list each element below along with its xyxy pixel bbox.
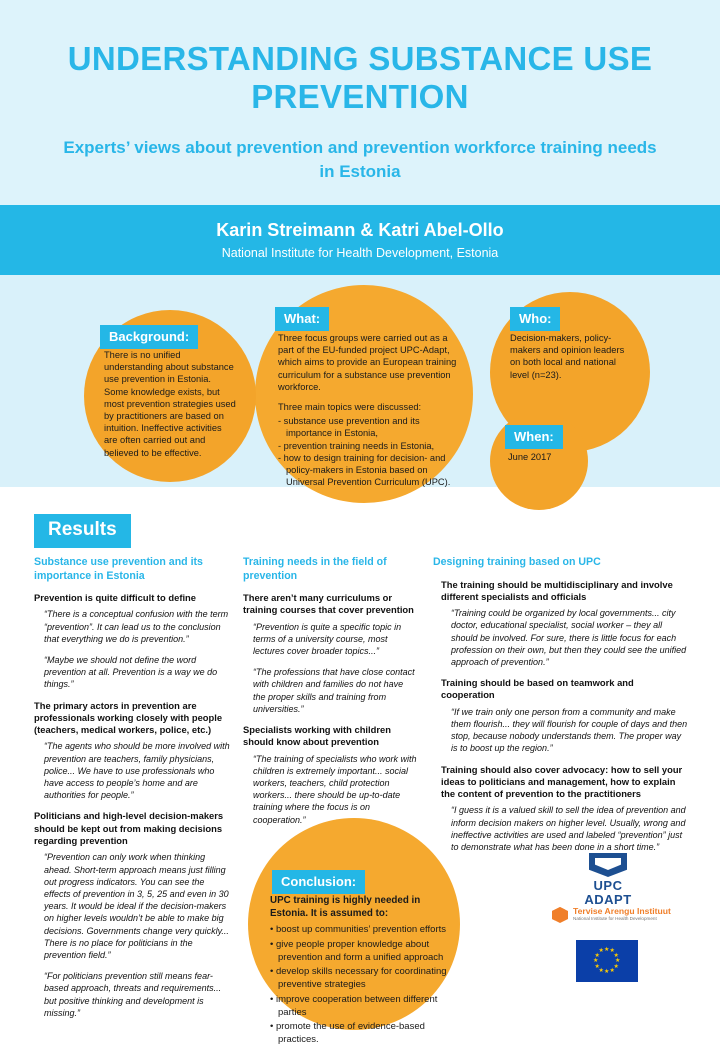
author-names: Karin Streimann & Katri Abel-Ollo bbox=[216, 220, 504, 240]
tai-logo-name: Tervise Arengu Instituut bbox=[573, 906, 671, 916]
list-item: • give people proper knowledge about prevention and form a unified approach bbox=[270, 938, 444, 963]
upc-logo-line-2: ADAPT bbox=[584, 892, 632, 907]
eu-stars: ★ ★ ★ ★ ★ ★ ★ ★ ★ ★ ★ ★ bbox=[593, 947, 621, 975]
results-column-3 bbox=[433, 556, 688, 862]
list-item: • improve cooperation between different parties bbox=[270, 993, 438, 1018]
what-item-3: - how to design training for decision- and policy-makers in Estonia based on Universal Prevention Curriculum (UPC). bbox=[278, 452, 451, 488]
list-item: • promote the use of evidence-based practices. bbox=[270, 1021, 425, 1045]
quote: “For politicians prevention still means fear-based approach, threats and requirements... but positive thinking and development is missing.” bbox=[44, 971, 222, 1018]
conclusion-intro: UPC training is highly needed in Estonia. It is assumed to: bbox=[270, 895, 421, 919]
what-item-1: - substance use prevention and its importance in Estonia, bbox=[278, 416, 420, 439]
tai-logo-subtitle: National Institute for Health Development bbox=[573, 916, 657, 921]
shield-icon bbox=[589, 853, 627, 877]
results-column-2 bbox=[243, 556, 418, 835]
quote: “Prevention can only work when thinking ahead. Short-term approach means just filling out progress indicators. You can see the effects of prevention in 3, 5, 25 and even in 30 years. It would be ideal if the decision-makers on higher levels wouldn’t be able to make big decisions. Governments change very quickly... There is no place for politicians in the prevention field.” bbox=[44, 852, 229, 960]
subheading: Training should also cover advocacy: how to sell your ideas to politicians and management, how to explain the content of prevention to the practitioners bbox=[441, 763, 683, 800]
who-text: Decision-makers, policy-makers and opinion leaders on both local and national level (n=23). bbox=[510, 333, 625, 380]
quote: “Maybe we should not define the word prevention at all. Prevention is a way we do things.” bbox=[44, 654, 218, 690]
subheading: Training should be based on teamwork and cooperation bbox=[441, 677, 634, 701]
who-label: Who: bbox=[510, 307, 560, 331]
subheading: There aren’t many curriculums or training courses that cover prevention bbox=[243, 592, 414, 616]
subheading: Politicians and high-level decision-makers should be kept out from making decisions regarding prevention bbox=[34, 810, 224, 847]
quote: “The agents who should be more involved with prevention are teachers, family physicians, police... We have to use professionals who have access to people’s home and are authorities for people.” bbox=[44, 741, 230, 801]
upc-adapt-logo bbox=[578, 853, 638, 907]
when-text: June 2017 bbox=[508, 452, 552, 462]
quote: “If we train only one person from a community and make them flourish... they will flourish for couple of days and then stop, because nobody understands them. The proper way is to boost up the region.” bbox=[451, 706, 688, 754]
quote: “Prevention is quite a specific topic in terms of a university course, most lectures cover broader topics...” bbox=[253, 621, 402, 656]
column-3-block-2 bbox=[433, 677, 688, 754]
results-heading: Results bbox=[34, 514, 131, 548]
results-column-1 bbox=[34, 556, 232, 1028]
page-subtitle: Experts’ views about prevention and prevention workforce training needs in Estonia bbox=[63, 138, 657, 181]
conclusion-label: Conclusion: bbox=[272, 870, 365, 894]
quote: “The professions that have close contact with children and families do not have the proper skills and training from universities.” bbox=[253, 667, 415, 714]
column-3-block-3 bbox=[433, 764, 688, 854]
what-paragraph-1: Three focus groups were carried out as a part of the EU-funded project UPC-Adapt, which aims to provide an European training curriculum for a substance use prevention workforce. bbox=[278, 333, 457, 392]
hexagon-icon bbox=[552, 907, 568, 923]
quote: “The training of specialists who work with children is extremely important... social workers, teachers, child protection workers... there should be up-to-date training where the focus is on cooperation.” bbox=[253, 753, 417, 825]
column-3-heading: Designing training based on UPC bbox=[433, 556, 601, 568]
column-1-heading: Substance use prevention and its importance in Estonia bbox=[34, 556, 203, 582]
column-2-block-1 bbox=[243, 592, 418, 715]
when-label: When: bbox=[505, 425, 563, 449]
list-item: • boost up communities’ prevention efforts bbox=[270, 924, 447, 935]
subheading: The training should be multidisciplinary and involve different specialists and officials bbox=[441, 578, 673, 602]
quote: “There is a conceptual confusion with the term “prevention”. It can lead us to the conclusion that everything we do is prevention.” bbox=[44, 609, 229, 644]
background-text: There is no unified understanding about substance use prevention in Estonia. Some knowledge exists, but most prevention strategies used by practitioners are based on intuition. Ineffective activities are often carried out and believed to be effective. bbox=[104, 350, 236, 458]
column-1-block-1 bbox=[34, 592, 232, 691]
conclusion-text bbox=[270, 894, 448, 1048]
quote: “I guess it is a valued skill to sell the idea of prevention and inform decision makers on higher level. Usually, wrong and ineffective activities are used and labeled “prevention” just to demonstrate what has been done in a short time.” bbox=[451, 805, 686, 853]
author-affiliation: National Institute for Health Development, Estonia bbox=[221, 246, 499, 260]
column-1-block-3 bbox=[34, 810, 232, 1019]
column-2-block-2 bbox=[243, 724, 418, 826]
column-2-heading: Training needs in the field of prevention bbox=[243, 556, 387, 582]
eu-flag-icon bbox=[576, 940, 638, 982]
subheading: Specialists working with children should know about prevention bbox=[243, 724, 391, 748]
column-3-block-1 bbox=[433, 579, 688, 669]
what-item-2: - prevention training needs in Estonia, bbox=[278, 440, 435, 451]
what-text bbox=[278, 332, 460, 488]
subheading: The primary actors in prevention are professionals working closely with people (teachers, medical workers, police, etc.) bbox=[34, 699, 223, 736]
column-1-block-2 bbox=[34, 700, 232, 802]
quote: “Training could be organized by local governments... city doctor, educational specialist, social worker – they all should be involved. For sure, there is little focus for each profession on their own, but then they could see the unified approach of prevention.” bbox=[451, 608, 687, 667]
conclusion-list bbox=[270, 923, 448, 1046]
what-label: What: bbox=[275, 307, 329, 331]
page-title: UNDERSTANDING SUBSTANCE USE PREVENTION bbox=[67, 40, 653, 115]
what-paragraph-2: Three main topics were discussed: bbox=[278, 402, 422, 413]
upc-logo-line-1: UPC bbox=[593, 878, 623, 893]
list-item: • develop skills necessary for coordinating preventive strategies bbox=[270, 966, 447, 990]
subheading: Prevention is quite difficult to define bbox=[34, 592, 196, 603]
background-label: Background: bbox=[100, 325, 198, 349]
